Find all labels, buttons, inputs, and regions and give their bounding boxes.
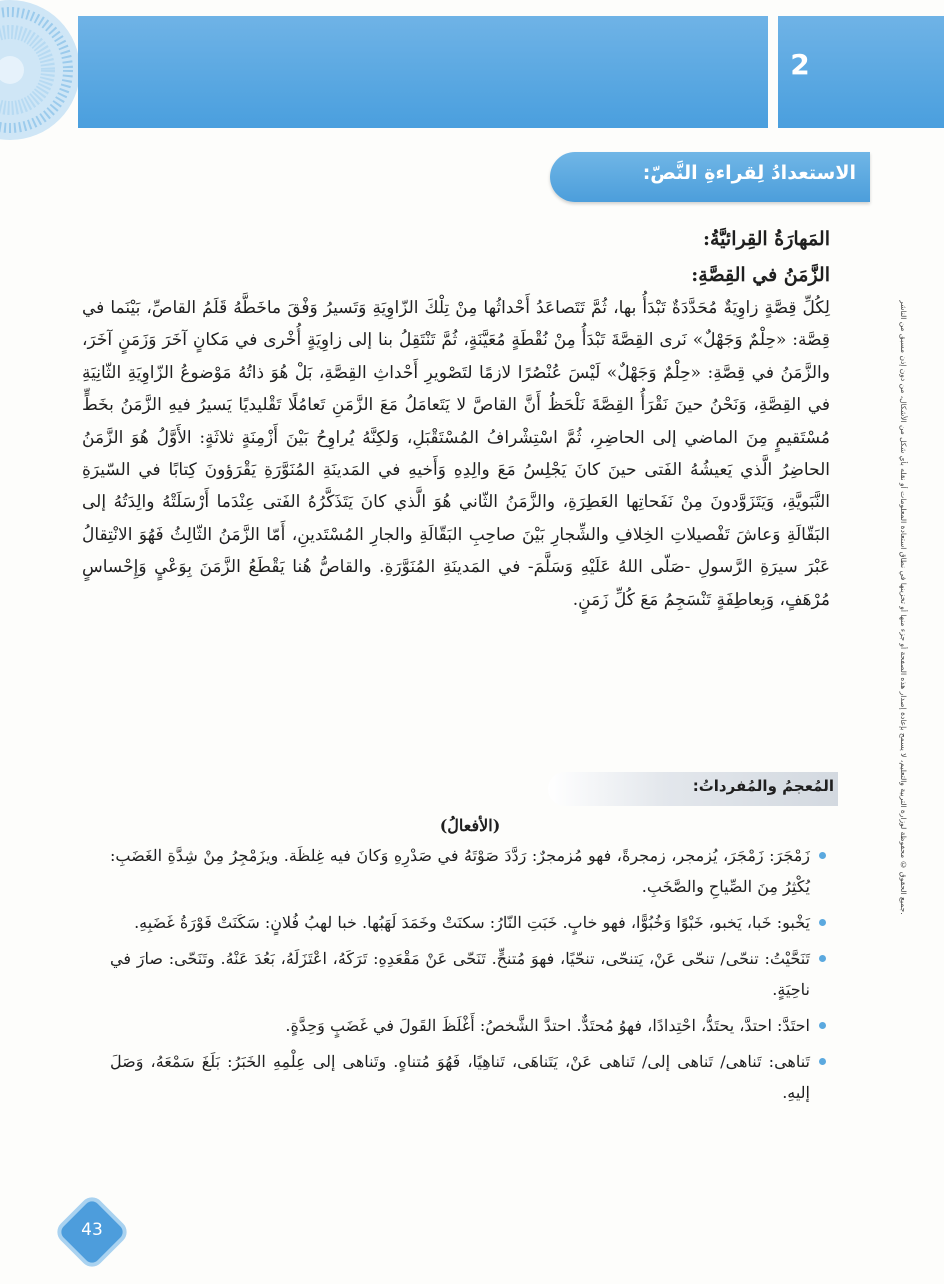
vocabulary-item [110,1010,830,1041]
vocabulary-item-text: زَمْجَرَ: زَمْجَرَ، يُزمجر، زمجرةً، فهو مُزمجرٌ: رَدَّدَ صَوْتَهُ في صَدْرِهِ وَكانَ فيه غِلظَة. ويزَمْجِرُ مِنْ شِدَّةِ الغَضَبِ: يُكْثِرُ مِنَ الصِّياحِ والصَّخَبِ. [110,846,810,896]
bullet-icon [819,1022,826,1029]
bullet-icon [819,955,826,962]
reading-passage: لِكُلِّ قِصَّةٍ زاوِيَةٌ مُحَدَّدَةٌ تَبْدَأُ بها، ثُمَّ تَتَصاعَدُ أَحْداثُها مِنْ تِلْكَ الزّاوِيَةِ وَتَسيرُ وَفْقَ ماخَطَّهُ قَلَمُ القاصِّ، بَيْنَما في قِصَّة: «حِلْمٌ وَجَهْلٌ» نَرى القِصَّةَ تَبْدَأُ مِنْ نُقْطَةٍ مُعَيَّنَةٍ، ثُمَّ تَنْتَقِلُ بنا إلى زاوِيَةٍ أُخْرى في مَكانٍ آخَرَ وَزَمَنٍ آخَرَ، والزَّمَنُ في قِصَّةِ: «حِلْمٌ وَجَهْلٌ» لَيْسَ عُنْصُرًا لازمًا لتَصْويرِ أَحْداثِ القِصَّةِ، بَلْ هُوَ ذاتُهُ مَوْضوعُ الزّاوِيَةِ الثّانِيَةِ في القِصَّةِ، وَنَحْنُ حينَ نَقْرَأُ القِصَّةَ نَلْحَظُ أَنَّ القاصَّ لا يَتَعامَلُ مَعَ الزَّمَنِ تَعامُلًا تَقْليديًا يَسيرُ فيهِ الزَّمَنُ بخَطٍّ مُسْتَقيمٍ مِنَ الماضي إلى الحاضِرِ، ثُمَّ اسْتِشْرافُ المُسْتَقْبَلِ، وَلكِنَّهُ يُراوِحُ بَيْنَ أَزْمِنَةٍ ثلاثَةٍ: الأَوَّلُ هُوَ الزَّمَنُ الحاضِرُ الَّذي يَعيشُهُ الفَتى حينَ كانَ يَجْلِسُ مَعَ والِدِهِ وَأَخيهِ في المَدينَةِ المُنَوَّرَةِ يَقْرَؤونَ كِتابًا في السّيرَةِ النَّبَويَّةِ، وَيَتَزَوَّدونَ مِنْ نَفَحاتِها العَطِرَةِ، والزَّمَنُ الثّاني هُوَ الَّذي كانَ يَتَذَكَّرُهُ الفَتى عِنْدَما أَرْسَلَتْهُ والِدَتُهُ إلى البَقّالَةِ وَعاشَ تَفْصيلاتِ الخِلافِ والشِّجارِ بَيْنَ صاحِبِ البَقّالَةِ والجارِ المُسْتَدينِ، أَمّا الزَّمَنُ الثّالِثُ فَهُوَ الانْتِقالُ عَبْرَ سيرَةِ الرَّسولِ -صَلّى اللهُ عَلَيْهِ وَسَلَّمَ- في المَدينَةِ المُنَوَّرَةِ. والقاصُّ هُنا يَقْطَعُ الزَّمَنَ بِوَعْيٍ وَإِحْساسٍ مُرْهَفٍ، وَبِعاطِفَةٍ تَنْسَجِمُ مَعَ كُلِّ زَمَنٍ. [82,298,830,610]
bullet-icon [819,1058,826,1065]
topic-heading: الزَّمَنُ في القِصَّةِ: [691,264,830,286]
vocabulary-item-text: تَنَحَّيْتُ: تنحّى/ تنحّى عَنْ، يَتنحّى، تنحّيًا، فهوَ مُتنحٍّ. تَنَحّى عَنْ مَقْعَدِهِ: تَرَكَهُ، اعْتَزَلَهُ، بَعُدَ عَنْهُ. وتَنَحّى: صارَ في ناحِيَةٍ. [110,949,810,999]
vocabulary-item-text: يَخْبو: خَبا، يَخبو، خَبْوًا وَخُبُوًّا، فهو خابٍ. خَبَتِ النّارُ: سكنَتْ وخَمَدَ لَهَبُها. خبا لهبُ فُلانٍ: سَكَنَتْ فَوْرَةُ غَضَبِهِ. [134,913,810,932]
header-divider [768,16,778,128]
copyright-note: جميع الحقوق © محفوظة لوزارة التربية والتعليم، لا يسمح بإعادة إصدار هذه الصفحة أو جزء منها أو تخزينها في نطاق استعادة المعلومات أو نقله بأي شكل من الأشكال، من دون إذن مسبق من الناشر. [899,300,908,915]
bullet-icon [819,852,826,859]
vocabulary-item-text: تَناهى: تَناهى/ تَناهى إلى/ تَناهى عَنْ، يَتَناهَى، تَناهِيًا، فَهُوَ مُتناهٍ. وتَناهى إلى عِلْمِهِ الخَبَرُ: بَلَغَ سَمْعَهُ، وَصَلَ إليهِ. [110,1052,810,1102]
verbs-heading: (الأفعالُ) [439,816,501,835]
vocabulary-list [110,840,830,1113]
vocabulary-item [110,840,830,902]
vocabulary-item [110,1046,830,1108]
vocabulary-title: المُعجمُ والمُفرداتُ: [692,777,834,795]
vocabulary-item-text: احتَدَّ: احتدَّ، يحتَدُّ، احْتِدادًا، فهوُ مُحتَدٌّ. احتدَّ الشَّخصُ: أَغْلَظَ القَولَ في غَضَبٍ وَحِدَّةٍ. [285,1016,810,1035]
chapter-number: 2 [790,48,810,81]
section-banner [550,152,870,202]
reading-skill-heading: المَهارَةُ القِرائيَّةُ: [702,228,830,250]
section-title: الاستعدادُ لِقراءةِ النَّصّ: [642,162,856,184]
page-number-badge [58,1198,126,1266]
vocabulary-item [110,907,830,938]
page-number: 43 [81,1220,103,1240]
corner-ornament [0,0,80,150]
vocabulary-item [110,943,830,1005]
radial-burst-icon [0,0,80,150]
bullet-icon [819,919,826,926]
